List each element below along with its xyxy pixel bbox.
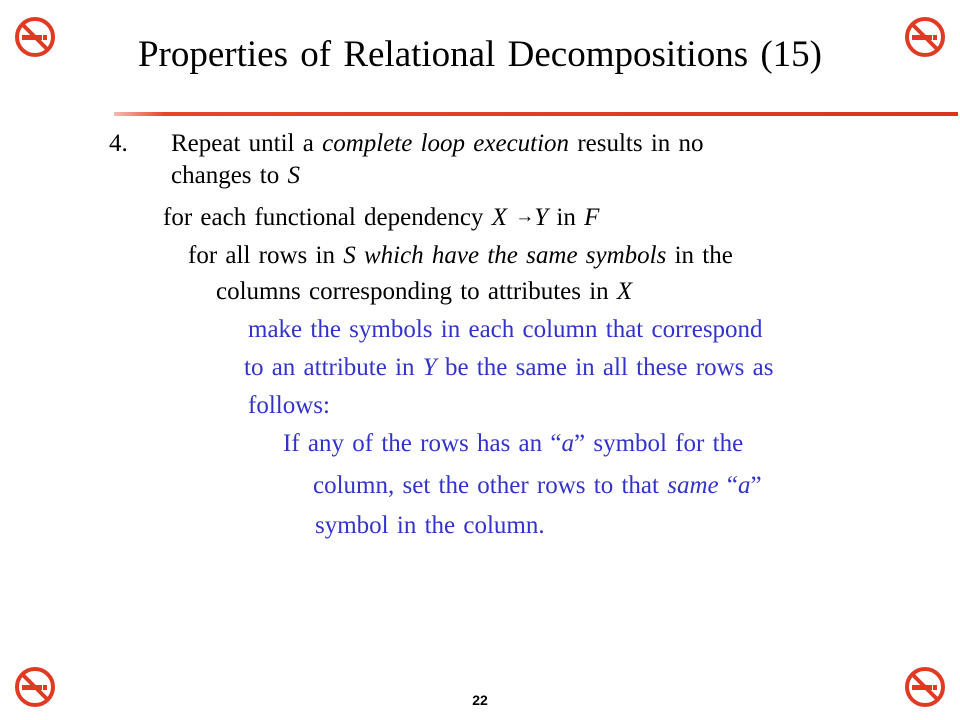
body-line-1: Repeat until a complete loop execution results in no <box>171 130 704 157</box>
body-line-3: for each functional dependency X →Y in F <box>163 204 600 231</box>
body-line-6: make the symbols in each column that correspond <box>248 316 763 343</box>
body-line-5: columns corresponding to attributes in X <box>216 278 633 305</box>
step-number: 4. <box>109 130 128 157</box>
arrow-icon: → <box>515 206 535 227</box>
body-line-10: column, set the other rows to that same “a” <box>313 472 762 499</box>
body-line-7: to an attribute in Y be the same in all these rows as <box>244 354 774 381</box>
body-line-8: follows: <box>248 392 330 419</box>
body-line-2: changes to S <box>171 162 300 189</box>
page-number: 22 <box>472 692 488 708</box>
body-line-11: symbol in the column. <box>315 512 545 539</box>
body-line-4: for all rows in S which have the same symbols in the <box>188 242 733 269</box>
body-line-9: If any of the rows has an “a” symbol for the <box>283 430 744 457</box>
slide-title: Properties of Relational Decompositions (15) <box>137 34 823 75</box>
